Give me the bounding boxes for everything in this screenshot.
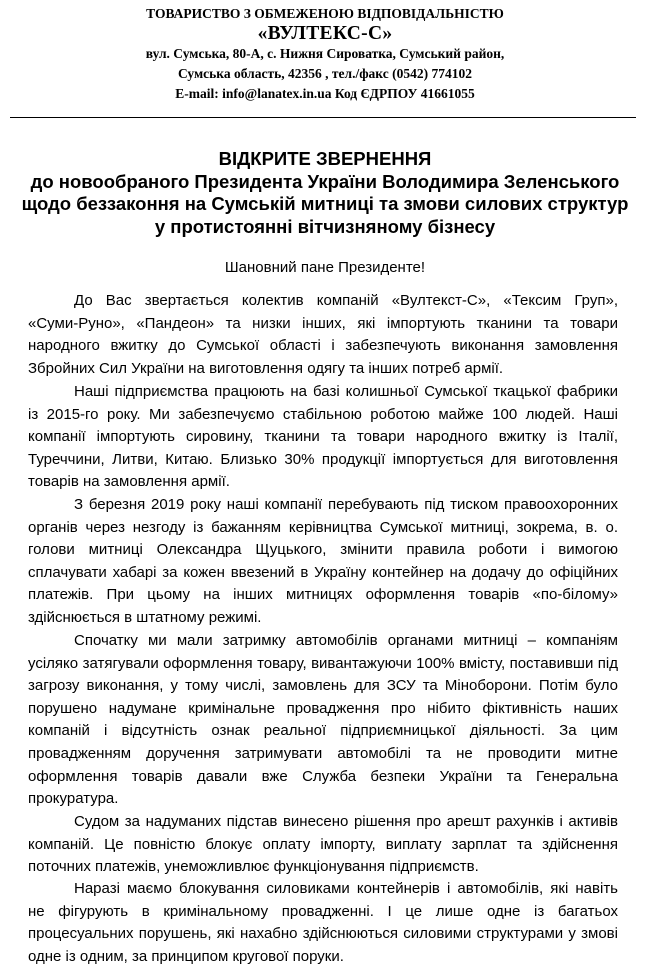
text-line: Наші підприємства працюють на базі колишньої Сумської ткацької фабрики [74,383,618,400]
paragraph-1 [28,290,618,380]
text-line: поточних платежів, унеможливлює функціонування підприємств. [28,858,479,876]
paragraph-4 [28,630,618,811]
salutation: Шановний пане Президенте! [224,259,426,276]
text-line: компаній. Це повністю блокує оплату імпорту, виплату зарплат та здійснення [28,835,618,853]
text-line: платежів. При цьому на інших митницях оформлення товарів «по-білому» [28,586,618,604]
text-line: органів через незгоду із бажанням керівництва Сумської митниці, зокрема, в. о. [28,518,618,536]
text-line: прокуратура. [28,790,119,808]
company-name: «ВУЛТЕКС-С» [257,23,393,44]
paragraph-2 [28,381,618,494]
text-line: загрозу виконання, у тому числі, замовлень для ЗСУ та Міноборони. Потім було [28,677,618,695]
letterhead-divider [10,117,636,118]
text-line: Спочатку ми мали затримку автомобілів органами митниці – компаніям [74,632,618,649]
text-line: одне із одним, за принципом кругової поруки. [28,947,344,965]
company-contacts: E-mail: info@lanatex.in.ua Код ЄДРПОУ 41661055 [175,86,475,101]
title-line-3: щодо беззаконня на Сумській митниці та змови силових структур [21,193,629,214]
text-line: компанії імпортують сировину, тканини та товари народного вжитку із Італії, [28,428,618,446]
text-line: Судом за надуманих підстав винесено рішення про арешт рахунків і активів [74,813,618,830]
text-line: «Суми-Руно», «Пандеон» та низки інших, які імпортують тканини та товари [28,314,618,332]
title-line-1: ВІДКРИТЕ ЗВЕРНЕННЯ [218,148,432,169]
text-line: сплачувати хабарі за кожен ввезений в Україну контейнер на додачу до офіційних [28,563,618,581]
text-line: З березня 2019 року наші компанії перебувають під тиском правоохоронних [74,496,618,513]
text-line: товарів на замовлення армії. [28,473,230,491]
text-line: провадженням доручення затримувати автомобілі та не проводити митне [28,744,618,762]
company-address-line-2: Сумська область, 42356 , тел./факс (0542) 774102 [178,66,472,81]
letterhead [0,4,650,104]
text-line: голови митниці Олександра Щуцького, змінити правила роботи і вимогою [28,541,618,559]
text-line: народного вжитку до Сумської області і забезпечують виконання замовлення [28,337,618,355]
title-line-4: у протистоянні вітчизняному бізнесу [154,215,496,237]
company-address-line-1: вул. Сумська, 80-А, с. Нижня Сироватка, Сумський район, [145,46,505,61]
paragraph-6 [28,878,618,968]
text-line: Збройних Сил України на виготовлення одягу та інших потреб армії. [28,359,504,377]
text-line: усіляко затягували оформлення товару, вивантажуючи 100% вмісту, поставивши під [28,654,618,672]
text-line: здійснюється в штатному режимі. [28,608,262,626]
text-line: із 2015-го року. Ми забезпечуємо стабільною роботою майже 100 людей. Наші [28,405,618,423]
text-line: До Вас звертається колектив компаній «Вултекст-С», «Тексим Груп», [74,292,618,309]
text-line: компаній і відсутність ознак реальної підприємницької діяльності. За цим [28,722,618,740]
text-line: порушено надумане кримінальне провадження про нібито фіктивність наших [28,699,618,717]
paragraph-3 [28,494,618,630]
company-type: ТОВАРИСТВО З ОБМЕЖЕНОЮ ВІДПОВІДАЛЬНІСТЮ [146,6,504,21]
text-line: не фігурують в кримінальному провадженні. І це лише одне із багатьох [28,902,618,920]
text-line: Туреччини, Литви, Китаю. Близько 30% продукції імпортується для виготовлення [28,450,618,468]
title-line-2: до новообраного Президента України Володимира Зеленського [30,170,620,192]
text-line: оформлення товарів давали вже Служба безпеки України та Генеральна [28,767,618,785]
paragraph-5 [28,811,618,879]
text-line: Наразі маємо блокування силовиками контейнерів і автомобілів, які навіть [74,880,618,897]
letter-title [0,148,650,238]
text-line: процесуальних порушень, які нахабно здійснюються силовими структурами у змові [28,925,618,943]
